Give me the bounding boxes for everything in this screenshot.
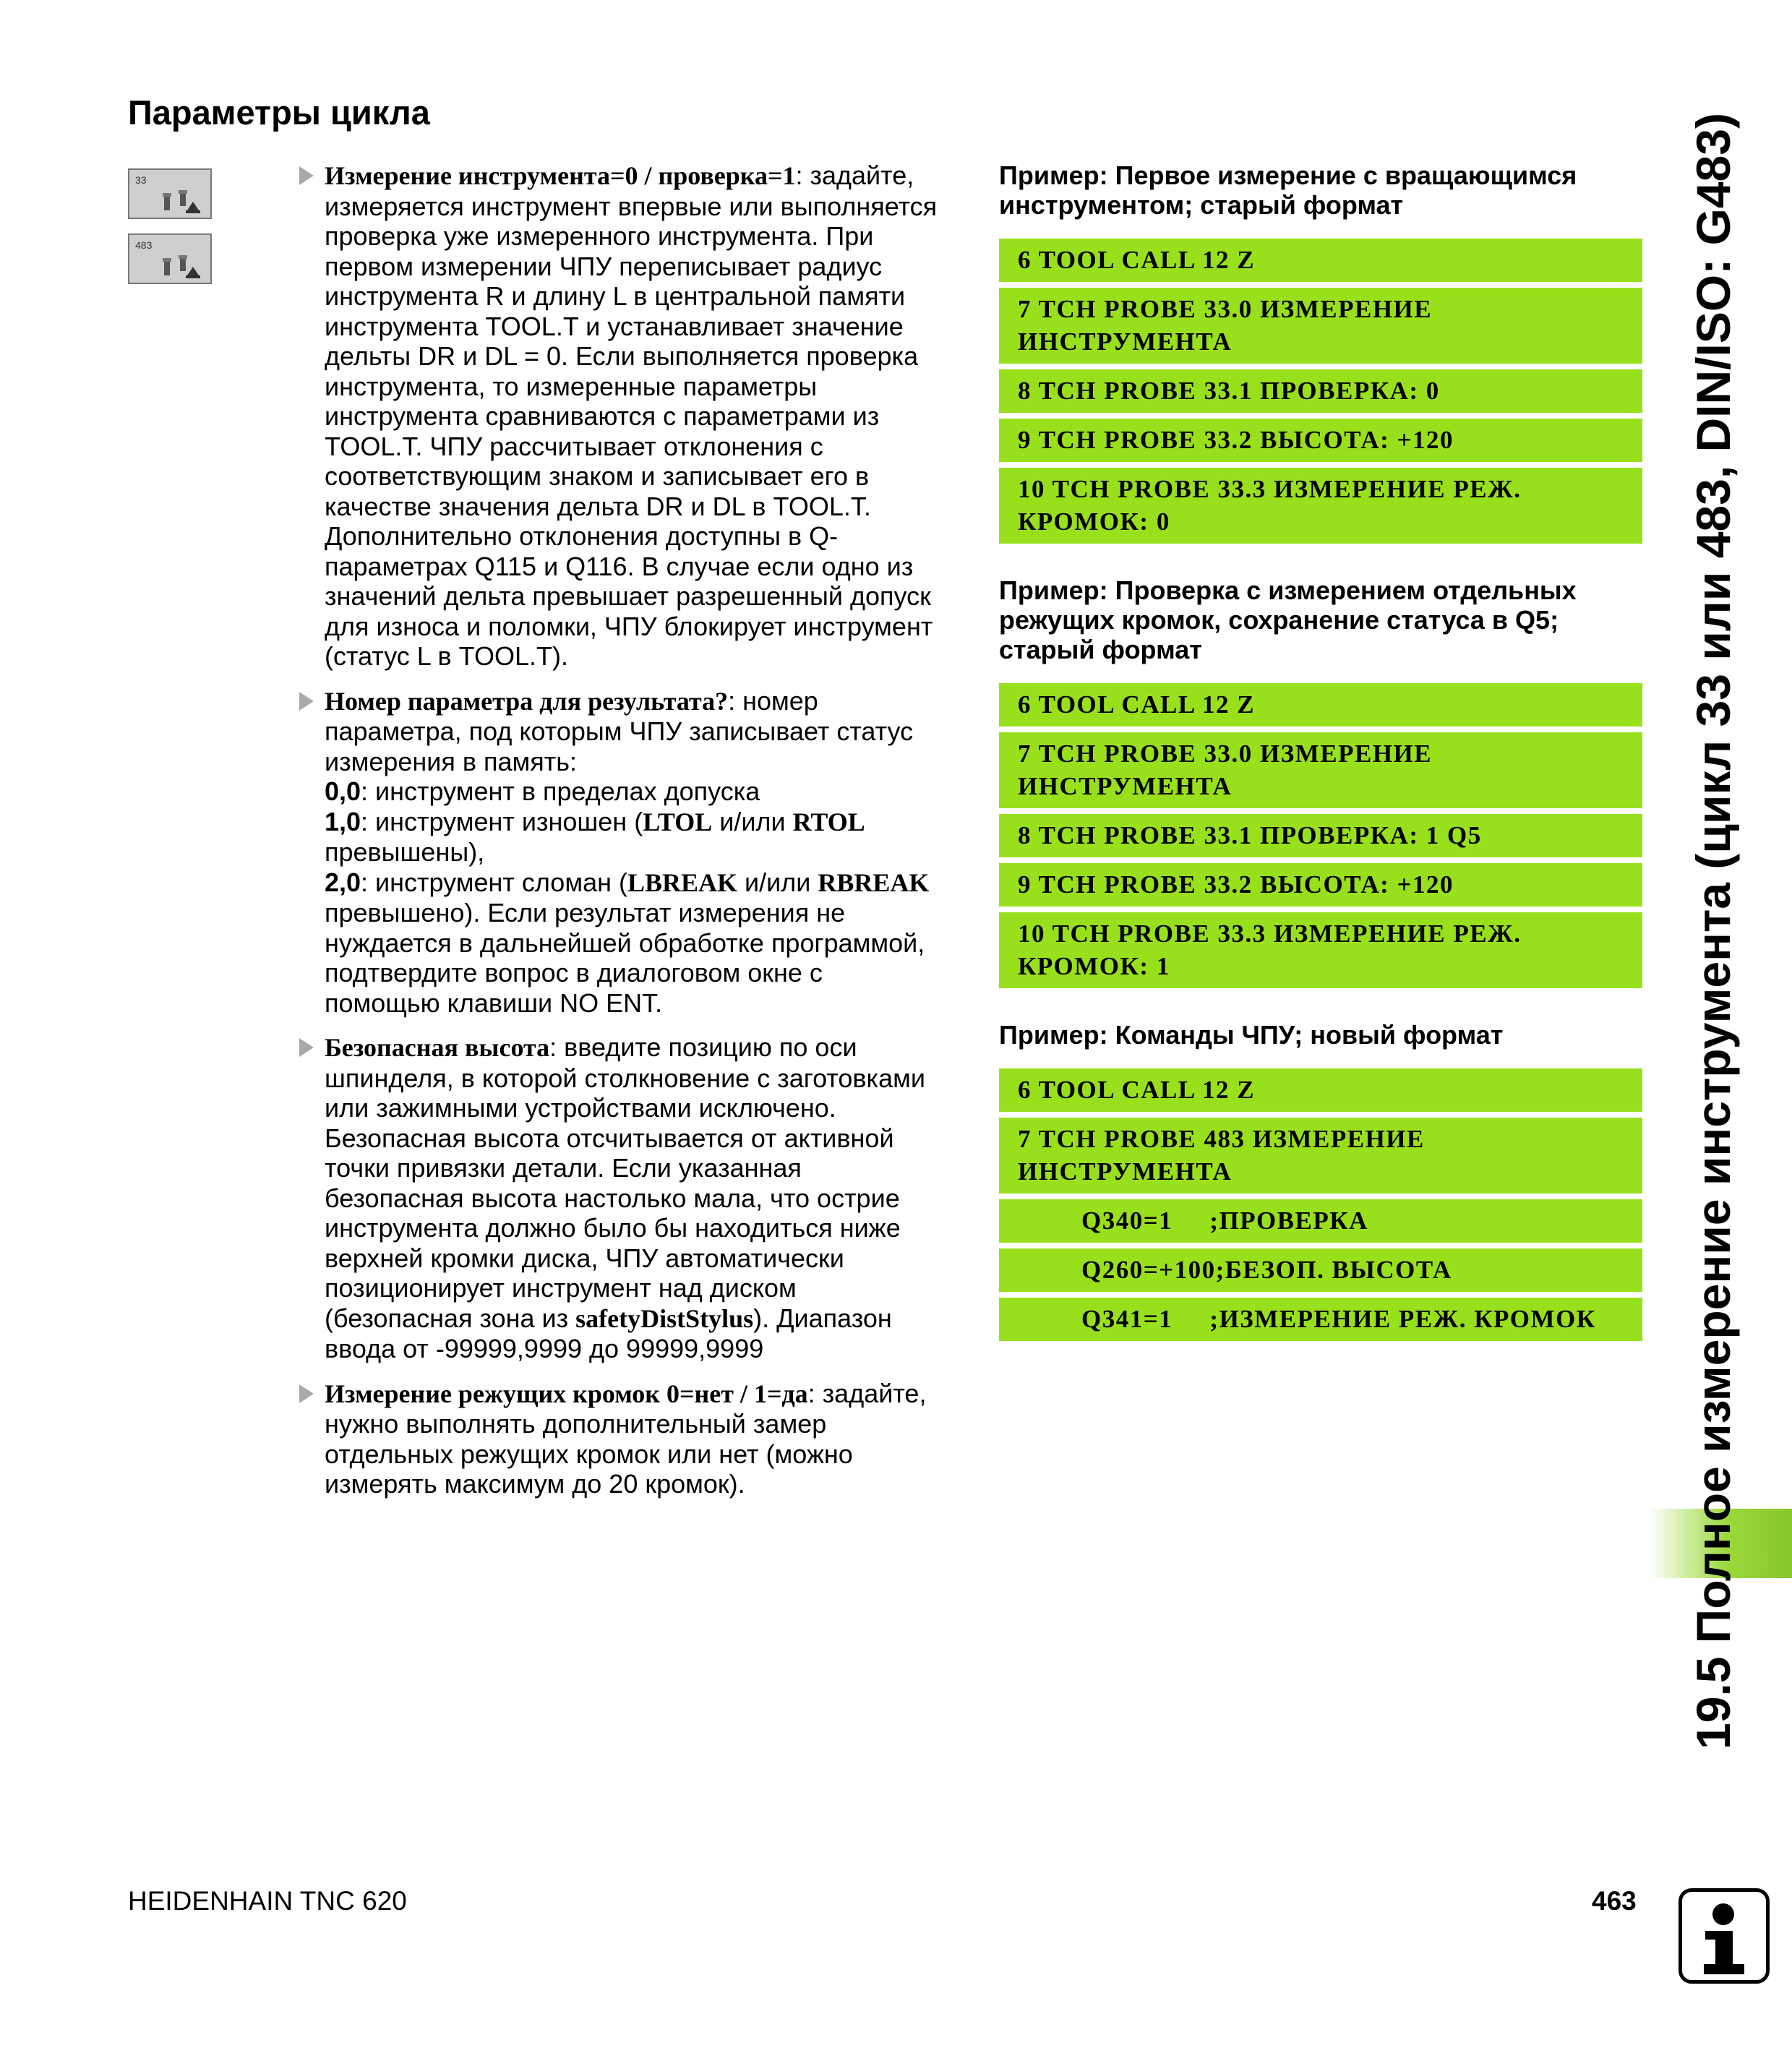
cycle-483-icon xyxy=(128,233,212,284)
parameter-list xyxy=(298,160,963,1514)
code-line: 6 TOOL CALL 12 Z xyxy=(999,239,1642,282)
code-line: 9 TCH PROBE 33.2 ВЫСОТА: +120 xyxy=(999,863,1642,907)
code-line: 7 TCH PROBE 33.0 ИЗМЕРЕНИЕ ИНСТРУМЕНТА xyxy=(999,288,1642,364)
param-name: Измерение инструмента=0 / проверка=1 xyxy=(325,161,796,190)
code-line: 6 TOOL CALL 12 Z xyxy=(999,1068,1642,1112)
footer-product: HEIDENHAIN TNC 620 xyxy=(128,1886,407,1916)
bullet-triangle-icon xyxy=(299,692,314,711)
code-line: Q260=+100;БЕЗОП. ВЫСОТА xyxy=(999,1248,1642,1292)
param-name: Безопасная высота xyxy=(325,1033,550,1062)
page-number: 463 xyxy=(1592,1886,1637,1916)
param-safety-height: Безопасная высота: введите позицию по оси шпинделя, в которой столкновение с заготовками или зажимными устройствами исключено. Безопасная высота отсчитывается от активной точки привязки детали. Если указанная безопасная высота настолько мала, что острие инструмента должно было бы находиться ниже верхней кромки диска, ЧПУ автоматически позиционирует инструмент над диском (безопасная зона из safetyDistStylus). Диапазон ввода от -99999,9999 до 99999,9999 xyxy=(298,1032,963,1364)
example-3 xyxy=(999,1020,1642,1341)
code-line: 7 TCH PROBE 483 ИЗМЕРЕНИЕ ИНСТРУМЕНТА xyxy=(999,1118,1642,1194)
param-cutting-edges: Измерение режущих кромок 0=нет / 1=да: задайте, нужно выполнять дополнительный замер отдельных режущих кромок или нет (можно измерять максимум до 20 кромок). xyxy=(298,1379,963,1499)
cycle-33-label: 33 xyxy=(135,174,147,186)
example-title: Пример: Первое измерение с вращающимся инструментом; старый формат xyxy=(999,160,1577,220)
example-title: Пример: Проверка с измерением отдельных режущих кромок, сохранение статуса в Q5; старый формат xyxy=(999,575,1577,664)
param-tool-measure: Измерение инструмента=0 / проверка=1: задайте, измеряется инструмент впервые или выполняется проверка уже измеренного инструмента. При первом измерении ЧПУ переписывает радиус инструмента R и длину L в центральной памяти инструмента TOOL.T и устанавливает значение дельты DR и DL = 0. Если выполняется проверка инструмента, то измеренные параметры инструмента сравниваются с параметрами из TOOL.T. ЧПУ рассчитывает отклонения с соответствующим знаком и записывает его в качестве значения дельта DR и DL в TOOL.T. Дополнительно отклонения доступны в Q- параметрах Q115 и Q116. В случае если одно из значений дельта превышает разрешенный допуск для износа и поломки, ЧПУ блокирует инструмент (статус L в TOOL.T). xyxy=(298,160,963,672)
bullet-triangle-icon xyxy=(299,1384,314,1403)
code-line: 8 TCH PROBE 33.1 ПРОВЕРКА: 1 Q5 xyxy=(999,814,1642,857)
bullet-triangle-icon xyxy=(299,1038,314,1057)
examples-column xyxy=(999,160,1642,1373)
section-title-vertical: 19.5 Полное измерение инструмента (цикл 33 или 483, DIN/ISO: G483) xyxy=(1686,113,1740,1749)
bullet-triangle-icon xyxy=(299,166,314,185)
cycle-33-icon xyxy=(128,168,212,219)
probe-glyph-icon xyxy=(161,254,205,280)
code-line: 7 TCH PROBE 33.0 ИЗМЕРЕНИЕ ИНСТРУМЕНТА xyxy=(999,732,1642,808)
code-line: 10 TCH PROBE 33.3 ИЗМЕРЕНИЕ РЕЖ. КРОМОК: 1 xyxy=(999,912,1642,988)
code-block xyxy=(999,683,1642,988)
param-result-number: Номер параметра для результата?: номер параметра, под которым ЧПУ записывает статус измерения в память: 0,0: инструмент в пределах допуска 1,0: инструмент изношен (LTOL и/или RTOL превышены), 2,0: инструмент сломан (LBREAK и/или RBREAK превышено). Если результат измерения не нуждается в дальнейшей обработке программой, подтвердите вопрос в диалоговом окне с помощью клавиши NO ENT. xyxy=(298,686,963,1019)
example-title: Пример: Команды ЧПУ; новый формат xyxy=(999,1020,1504,1050)
example-1 xyxy=(999,160,1642,544)
code-block xyxy=(999,239,1642,544)
code-line: Q341=1 ;ИЗМЕРЕНИЕ РЕЖ. КРОМОК xyxy=(999,1298,1642,1341)
code-line: 8 TCH PROBE 33.1 ПРОВЕРКА: 0 xyxy=(999,369,1642,413)
info-icon xyxy=(1679,1888,1770,1984)
page-title: Параметры цикла xyxy=(128,93,430,132)
code-line: 6 TOOL CALL 12 Z xyxy=(999,683,1642,727)
code-block xyxy=(999,1068,1642,1341)
cycle-483-label: 483 xyxy=(135,239,153,251)
code-line: 9 TCH PROBE 33.2 ВЫСОТА: +120 xyxy=(999,419,1642,462)
param-name: Измерение режущих кромок 0=нет / 1=да xyxy=(325,1379,808,1408)
param-name: Номер параметра для результата? xyxy=(325,686,729,716)
probe-glyph-icon xyxy=(161,189,205,215)
example-2 xyxy=(999,575,1642,988)
code-line: 10 TCH PROBE 33.3 ИЗМЕРЕНИЕ РЕЖ. КРОМОК: 0 xyxy=(999,468,1642,544)
code-line: Q340=1 ;ПРОВЕРКА xyxy=(999,1199,1642,1243)
